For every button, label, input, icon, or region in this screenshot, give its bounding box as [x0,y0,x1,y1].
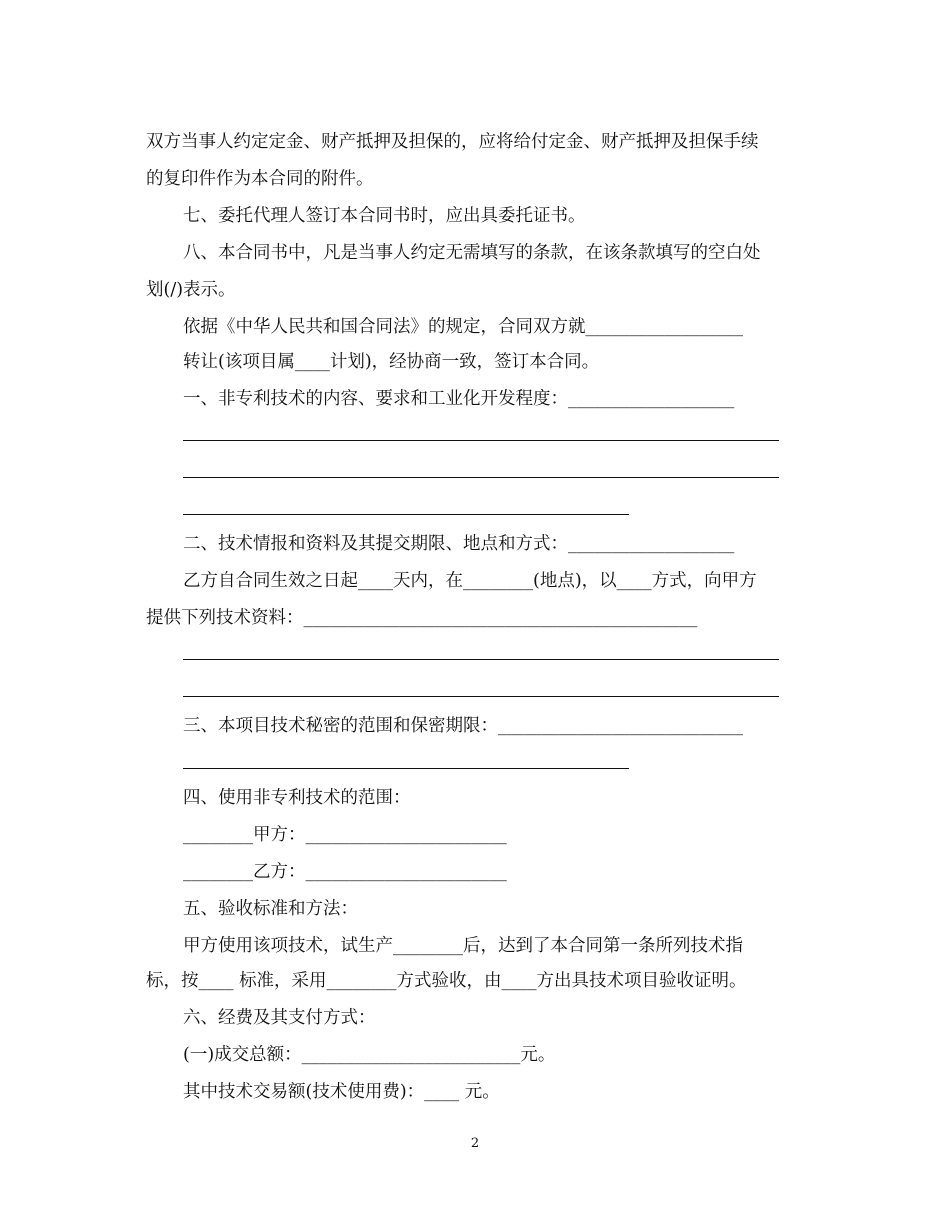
party-a-line: ________甲方：_______________________ [183,825,507,845]
paragraph-line: 提供下列技术资料：_____________________________________________ [146,608,698,628]
paragraph-line: 双方当事人约定定金、财产抵押及担保的，应将给付定金、财产抵押及担保手续 [146,132,759,152]
paragraph-line: 甲方使用该项技术，试生产________后，达到了本合同第一条所列技术指 [183,936,743,956]
fill-in-blank-line [183,696,779,697]
paragraph-line: 乙方自合同生效之日起____天内，在________(地点)，以____方式，向甲方 [183,571,757,591]
party-b-line: ________乙方：_______________________ [183,862,507,882]
fill-in-blank-line [183,768,629,769]
contract-basis-line: 依据《中华人民共和国合同法》的规定，合同双方就__________________ [183,317,743,337]
section-six-heading: 六、经费及其支付方式： [183,1008,376,1028]
fill-in-blank-line [183,514,629,515]
page-number: 2 [470,1136,480,1151]
paragraph-line: 划(/)表示。 [146,280,236,300]
clause-eight: 八、本合同书中，凡是当事人约定无需填写的条款，在该条款填写的空白处 [183,243,761,263]
paragraph-line: 的复印件作为本合同的附件。 [146,169,374,189]
clause-seven: 七、委托代理人签订本合同书时，应出具委托证书。 [183,206,586,226]
section-two-heading: 二、技术情报和资料及其提交期限、地点和方式：___________________ [183,534,735,554]
section-one-heading: 一、非专利技术的内容、要求和工业化开发程度：___________________ [183,389,735,409]
paragraph-line: 标，按____ 标准，采用________方式验收，由____方出具技术项目验收证明。 [146,971,747,991]
section-four-heading: 四、使用非专利技术的范围： [183,788,411,808]
tech-fee-line: 其中技术交易额(技术使用费)：____ 元。 [183,1082,500,1102]
contract-basis-line: 转让(该项目属____计划)，经协商一致，签订本合同。 [183,352,600,372]
fill-in-blank-line [183,440,779,441]
fill-in-blank-line [183,477,779,478]
fill-in-blank-line [183,659,779,660]
total-amount-line: (一)成交总额：_________________________元。 [183,1045,556,1065]
section-five-heading: 五、验收标准和方法： [183,899,358,919]
section-three-heading: 三、本项目技术秘密的范围和保密期限：____________________________ [183,716,743,736]
